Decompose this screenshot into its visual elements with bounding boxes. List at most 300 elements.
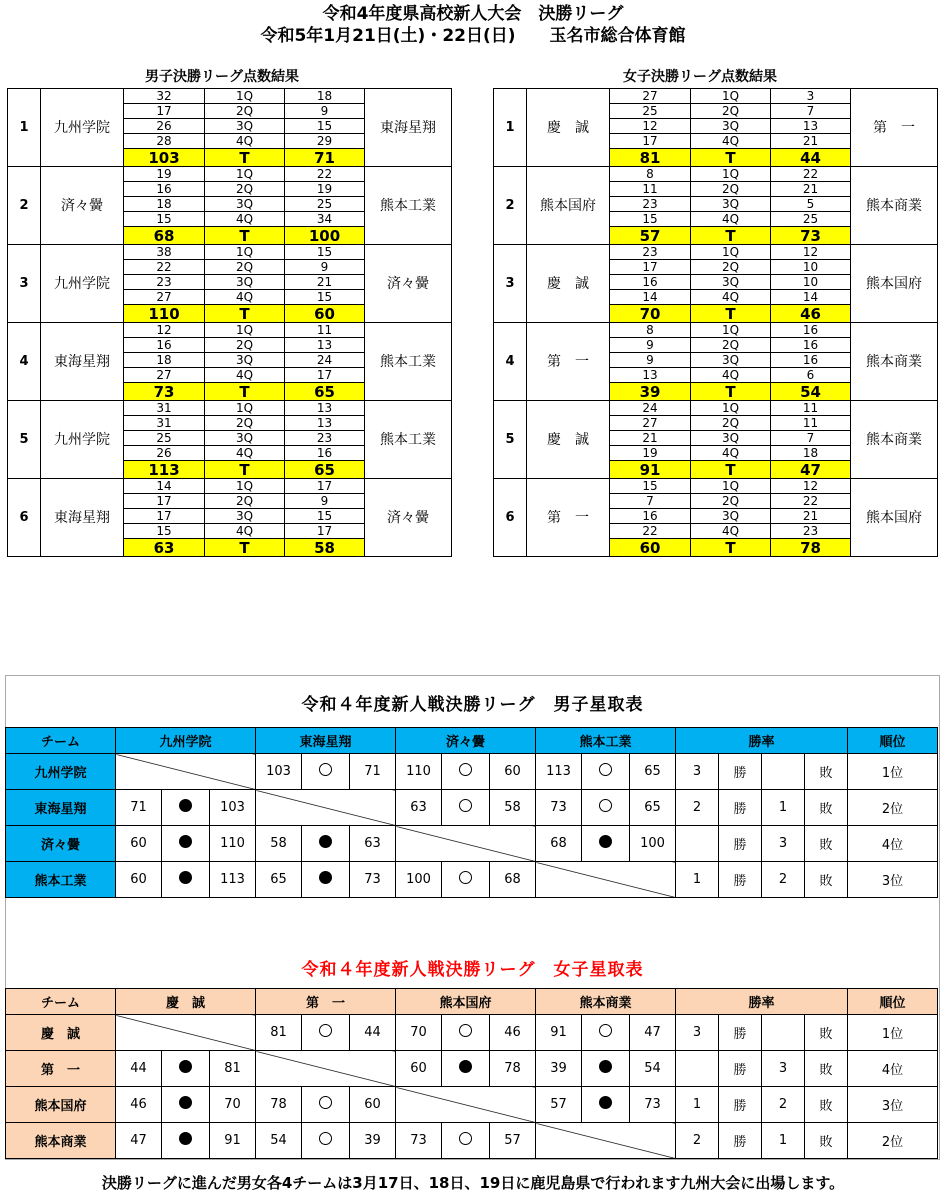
quarter-score: 17 [610, 134, 691, 149]
right-team: 熊本国府 [851, 245, 938, 323]
team-row [6, 862, 938, 898]
opp-score: 100 [630, 826, 676, 862]
self-cell [256, 1051, 396, 1087]
loss-mark [582, 826, 630, 862]
team-row [6, 1015, 938, 1051]
opp-score: 68 [490, 862, 536, 898]
rank: 4位 [848, 826, 938, 862]
women-standings-title: 令和４年度新人戦決勝リーグ 女子星取表 [301, 960, 644, 980]
loss-mark [302, 862, 350, 898]
total-score: 39 [610, 383, 691, 401]
total-score: 54 [771, 383, 851, 401]
quarter-score: 10 [771, 275, 851, 290]
right-team: 熊本工業 [365, 401, 452, 479]
quarter-label: 1Q [205, 245, 285, 260]
right-team: 熊本国府 [851, 479, 938, 557]
quarter-label: 1Q [691, 167, 771, 182]
quarter-score: 13 [285, 401, 365, 416]
win-count: 2 [676, 1123, 719, 1159]
own-score: 54 [256, 1123, 302, 1159]
quarter-score: 22 [124, 260, 205, 275]
header-cell: チーム [6, 728, 116, 754]
win-mark [442, 754, 490, 790]
own-score: 113 [536, 754, 582, 790]
quarter-score: 17 [124, 494, 205, 509]
quarter-score: 12 [771, 245, 851, 260]
total-score: 103 [124, 149, 205, 167]
quarter-score: 9 [285, 104, 365, 119]
quarter-label: 4Q [205, 134, 285, 149]
quarter-score: 25 [285, 197, 365, 212]
quarter-score: 27 [124, 290, 205, 305]
quarter-score: 31 [124, 401, 205, 416]
quarter-score: 15 [285, 119, 365, 134]
opp-score: 110 [210, 826, 256, 862]
total-score: 113 [124, 461, 205, 479]
total-score: 58 [285, 539, 365, 557]
quarter-label: 2Q [205, 260, 285, 275]
total-label: T [205, 305, 285, 323]
loss-label: 敗 [805, 1015, 848, 1051]
quarter-label: 3Q [691, 275, 771, 290]
quarter-label: 1Q [691, 245, 771, 260]
quarter-score: 31 [124, 416, 205, 431]
game-number: 3 [494, 245, 527, 323]
own-score: 81 [256, 1015, 302, 1051]
left-team: 慶 誠 [527, 89, 610, 167]
quarter-score: 11 [771, 401, 851, 416]
quarter-score: 16 [124, 182, 205, 197]
white-circle-icon [599, 763, 612, 776]
team-row [6, 754, 938, 790]
own-score: 91 [536, 1015, 582, 1051]
quarter-label: 4Q [205, 524, 285, 539]
quarter-score: 32 [124, 89, 205, 104]
own-score: 103 [256, 754, 302, 790]
own-score: 57 [536, 1087, 582, 1123]
rank: 3位 [848, 1087, 938, 1123]
quarter-score: 16 [610, 275, 691, 290]
black-circle-icon [599, 835, 612, 848]
quarter-score: 11 [285, 323, 365, 338]
quarter-label: 1Q [691, 89, 771, 104]
men-standings-title: 令和４年度新人戦決勝リーグ 男子星取表 [301, 695, 644, 715]
self-cell [116, 1015, 256, 1051]
total-score: 81 [610, 149, 691, 167]
right-team: 熊本商業 [851, 167, 938, 245]
quarter-label: 1Q [205, 479, 285, 494]
own-score: 110 [396, 754, 442, 790]
loss-count: 1 [762, 1123, 805, 1159]
quarter-score: 16 [610, 509, 691, 524]
opp-score: 103 [210, 790, 256, 826]
quarter-score: 19 [124, 167, 205, 182]
quarter-score: 16 [285, 446, 365, 461]
quarter-label: 3Q [205, 197, 285, 212]
white-circle-icon [459, 763, 472, 776]
quarter-score: 23 [771, 524, 851, 539]
left-team: 慶 誠 [527, 401, 610, 479]
left-team: 熊本国府 [527, 167, 610, 245]
team-row [6, 1051, 938, 1087]
quarter-label: 4Q [691, 446, 771, 461]
quarter-score: 15 [610, 212, 691, 227]
loss-mark [302, 826, 350, 862]
game-number: 2 [494, 167, 527, 245]
right-team: 済々黌 [365, 245, 452, 323]
win-mark [442, 862, 490, 898]
quarter-row [494, 401, 938, 416]
opp-score: 44 [350, 1015, 396, 1051]
quarter-label: 1Q [205, 401, 285, 416]
quarter-label: 2Q [691, 338, 771, 353]
quarter-score: 7 [771, 431, 851, 446]
win-mark [302, 754, 350, 790]
quarter-score: 21 [771, 509, 851, 524]
loss-label: 敗 [805, 1123, 848, 1159]
opp-score: 60 [350, 1087, 396, 1123]
opp-score: 113 [210, 862, 256, 898]
quarter-label: 2Q [691, 182, 771, 197]
quarter-score: 19 [285, 182, 365, 197]
team-name: 九州学院 [6, 754, 116, 790]
game-number: 2 [8, 167, 41, 245]
team-name: 熊本商業 [6, 1123, 116, 1159]
quarter-score: 8 [610, 323, 691, 338]
opp-score: 91 [210, 1123, 256, 1159]
black-circle-icon [179, 1060, 192, 1073]
loss-count [762, 1015, 805, 1051]
total-label: T [205, 461, 285, 479]
quarter-score: 34 [285, 212, 365, 227]
total-score: 60 [285, 305, 365, 323]
black-circle-icon [179, 1132, 192, 1145]
left-team: 済々黌 [41, 167, 124, 245]
quarter-score: 19 [610, 446, 691, 461]
loss-count: 3 [762, 826, 805, 862]
total-score: 68 [124, 227, 205, 245]
left-team: 東海星翔 [41, 479, 124, 557]
header-line1: 令和4年度県高校新人大会 決勝リーグ [322, 4, 624, 24]
total-label: T [691, 149, 771, 167]
quarter-score: 23 [285, 431, 365, 446]
team-row [6, 826, 938, 862]
win-count: 1 [676, 862, 719, 898]
team-name: 熊本国府 [6, 1087, 116, 1123]
game-number: 4 [8, 323, 41, 401]
game-number: 4 [494, 323, 527, 401]
quarter-score: 27 [124, 368, 205, 383]
own-score: 46 [116, 1087, 162, 1123]
quarter-score: 23 [124, 275, 205, 290]
quarter-score: 18 [124, 197, 205, 212]
white-circle-icon [319, 763, 332, 776]
quarter-score: 27 [610, 416, 691, 431]
quarter-row [494, 89, 938, 104]
quarter-label: 2Q [205, 338, 285, 353]
loss-label: 敗 [805, 754, 848, 790]
team-name: 済々黌 [6, 826, 116, 862]
women-results-table [493, 88, 938, 557]
quarter-score: 23 [610, 245, 691, 260]
loss-mark [582, 1087, 630, 1123]
quarter-score: 25 [771, 212, 851, 227]
loss-mark [162, 1123, 210, 1159]
own-score: 68 [536, 826, 582, 862]
loss-label: 敗 [805, 826, 848, 862]
opp-score: 73 [350, 862, 396, 898]
quarter-score: 15 [285, 245, 365, 260]
quarter-score: 16 [771, 353, 851, 368]
loss-mark [162, 790, 210, 826]
win-mark [442, 1123, 490, 1159]
total-score: 65 [285, 383, 365, 401]
loss-label: 敗 [805, 862, 848, 898]
win-label: 勝 [719, 862, 762, 898]
self-cell [116, 754, 256, 790]
own-score: 39 [536, 1051, 582, 1087]
opp-score: 81 [210, 1051, 256, 1087]
quarter-score: 38 [124, 245, 205, 260]
opp-score: 46 [490, 1015, 536, 1051]
quarter-score: 23 [610, 197, 691, 212]
black-circle-icon [319, 871, 332, 884]
loss-label: 敗 [805, 1087, 848, 1123]
quarter-score: 22 [771, 494, 851, 509]
quarter-score: 13 [285, 338, 365, 353]
total-score: 71 [285, 149, 365, 167]
quarter-score: 15 [285, 509, 365, 524]
quarter-score: 17 [124, 104, 205, 119]
loss-count [762, 754, 805, 790]
left-team: 東海星翔 [41, 323, 124, 401]
win-mark [582, 1015, 630, 1051]
win-mark [442, 1015, 490, 1051]
black-circle-icon [319, 835, 332, 848]
header-cell: 九州学院 [116, 728, 256, 754]
win-count: 3 [676, 754, 719, 790]
quarter-label: 1Q [691, 479, 771, 494]
game-number: 5 [8, 401, 41, 479]
quarter-row [494, 323, 938, 338]
header-cell: 勝率 [676, 989, 848, 1015]
quarter-score: 12 [610, 119, 691, 134]
own-score: 78 [256, 1087, 302, 1123]
men-results-table [7, 88, 452, 557]
quarter-score: 13 [610, 368, 691, 383]
total-label: T [205, 383, 285, 401]
quarter-label: 4Q [691, 368, 771, 383]
quarter-row [8, 323, 452, 338]
total-label: T [205, 149, 285, 167]
own-score: 65 [256, 862, 302, 898]
quarter-score: 7 [771, 104, 851, 119]
total-label: T [691, 539, 771, 557]
quarter-score: 16 [771, 323, 851, 338]
total-score: 78 [771, 539, 851, 557]
game-number: 5 [494, 401, 527, 479]
self-cell [256, 790, 396, 826]
total-label: T [691, 461, 771, 479]
header-cell: 慶 誠 [116, 989, 256, 1015]
black-circle-icon [599, 1096, 612, 1109]
quarter-score: 16 [124, 338, 205, 353]
win-count: 3 [676, 1015, 719, 1051]
women-results-title: 女子決勝リーグ点数結果 [623, 69, 777, 85]
game-number: 6 [494, 479, 527, 557]
quarter-label: 4Q [205, 290, 285, 305]
quarter-label: 2Q [205, 182, 285, 197]
quarter-score: 28 [124, 134, 205, 149]
own-score: 73 [396, 1123, 442, 1159]
quarter-score: 21 [771, 182, 851, 197]
quarter-score: 22 [771, 167, 851, 182]
quarter-label: 2Q [205, 104, 285, 119]
team-name: 第 一 [6, 1051, 116, 1087]
quarter-row [8, 245, 452, 260]
opp-score: 39 [350, 1123, 396, 1159]
own-score: 70 [396, 1015, 442, 1051]
total-score: 63 [124, 539, 205, 557]
own-score: 71 [116, 790, 162, 826]
team-name: 熊本工業 [6, 862, 116, 898]
quarter-label: 1Q [205, 323, 285, 338]
total-score: 60 [610, 539, 691, 557]
opp-score: 65 [630, 790, 676, 826]
win-label: 勝 [719, 1123, 762, 1159]
team-row [6, 1123, 938, 1159]
quarter-score: 17 [124, 509, 205, 524]
quarter-score: 24 [285, 353, 365, 368]
opp-score: 60 [490, 754, 536, 790]
total-score: 70 [610, 305, 691, 323]
quarter-label: 1Q [205, 89, 285, 104]
total-label: T [691, 383, 771, 401]
white-circle-icon [459, 1132, 472, 1145]
game-number: 1 [494, 89, 527, 167]
quarter-score: 6 [771, 368, 851, 383]
game-number: 1 [8, 89, 41, 167]
white-circle-icon [319, 1096, 332, 1109]
quarter-label: 3Q [205, 119, 285, 134]
quarter-row [8, 479, 452, 494]
quarter-label: 4Q [691, 290, 771, 305]
quarter-score: 7 [610, 494, 691, 509]
men-standings-table [5, 727, 938, 898]
quarter-score: 14 [610, 290, 691, 305]
quarter-label: 3Q [691, 431, 771, 446]
right-team: 第 一 [851, 89, 938, 167]
quarter-label: 1Q [691, 401, 771, 416]
loss-mark [442, 1051, 490, 1087]
win-label: 勝 [719, 1087, 762, 1123]
header-row [6, 728, 938, 754]
quarter-score: 18 [124, 353, 205, 368]
quarter-score: 8 [610, 167, 691, 182]
opp-score: 70 [210, 1087, 256, 1123]
rank: 4位 [848, 1051, 938, 1087]
rank: 1位 [848, 754, 938, 790]
win-count [676, 1051, 719, 1087]
loss-count: 2 [762, 862, 805, 898]
total-score: 110 [124, 305, 205, 323]
right-team: 熊本工業 [365, 167, 452, 245]
opp-score: 73 [630, 1087, 676, 1123]
quarter-score: 13 [285, 416, 365, 431]
left-team: 第 一 [527, 323, 610, 401]
quarter-score: 17 [285, 479, 365, 494]
black-circle-icon [179, 1096, 192, 1109]
header-cell: 熊本国府 [396, 989, 536, 1015]
win-label: 勝 [719, 826, 762, 862]
game-number: 3 [8, 245, 41, 323]
quarter-score: 15 [124, 212, 205, 227]
rank: 2位 [848, 1123, 938, 1159]
loss-mark [162, 1051, 210, 1087]
quarter-row [494, 167, 938, 182]
quarter-score: 17 [610, 260, 691, 275]
team-row [6, 1087, 938, 1123]
win-mark [302, 1123, 350, 1159]
header-cell: 熊本商業 [536, 989, 676, 1015]
total-label: T [205, 227, 285, 245]
quarter-row [494, 479, 938, 494]
quarter-label: 4Q [205, 368, 285, 383]
quarter-score: 15 [285, 290, 365, 305]
quarter-label: 3Q [205, 431, 285, 446]
own-score: 63 [396, 790, 442, 826]
own-score: 60 [116, 826, 162, 862]
women-standings-table [5, 988, 938, 1159]
self-cell [396, 1087, 536, 1123]
win-mark [302, 1087, 350, 1123]
white-circle-icon [319, 1132, 332, 1145]
quarter-score: 16 [771, 338, 851, 353]
total-score: 65 [285, 461, 365, 479]
win-label: 勝 [719, 790, 762, 826]
white-circle-icon [459, 871, 472, 884]
own-score: 44 [116, 1051, 162, 1087]
right-team: 東海星翔 [365, 89, 452, 167]
total-score: 46 [771, 305, 851, 323]
win-count [676, 826, 719, 862]
left-team: 九州学院 [41, 401, 124, 479]
quarter-score: 15 [124, 524, 205, 539]
quarter-label: 3Q [691, 353, 771, 368]
quarter-score: 10 [771, 260, 851, 275]
quarter-label: 2Q [205, 416, 285, 431]
quarter-score: 11 [771, 416, 851, 431]
header-cell: チーム [6, 989, 116, 1015]
right-team: 済々黌 [365, 479, 452, 557]
left-team: 九州学院 [41, 89, 124, 167]
team-row [6, 790, 938, 826]
header-cell: 順位 [848, 989, 938, 1015]
quarter-score: 22 [285, 167, 365, 182]
quarter-score: 25 [610, 104, 691, 119]
opp-score: 63 [350, 826, 396, 862]
total-score: 57 [610, 227, 691, 245]
header-cell: 勝率 [676, 728, 848, 754]
own-score: 100 [396, 862, 442, 898]
quarter-label: 4Q [691, 134, 771, 149]
opp-score: 47 [630, 1015, 676, 1051]
quarter-score: 11 [610, 182, 691, 197]
win-label: 勝 [719, 754, 762, 790]
loss-label: 敗 [805, 1051, 848, 1087]
black-circle-icon [599, 1060, 612, 1073]
own-score: 60 [396, 1051, 442, 1087]
